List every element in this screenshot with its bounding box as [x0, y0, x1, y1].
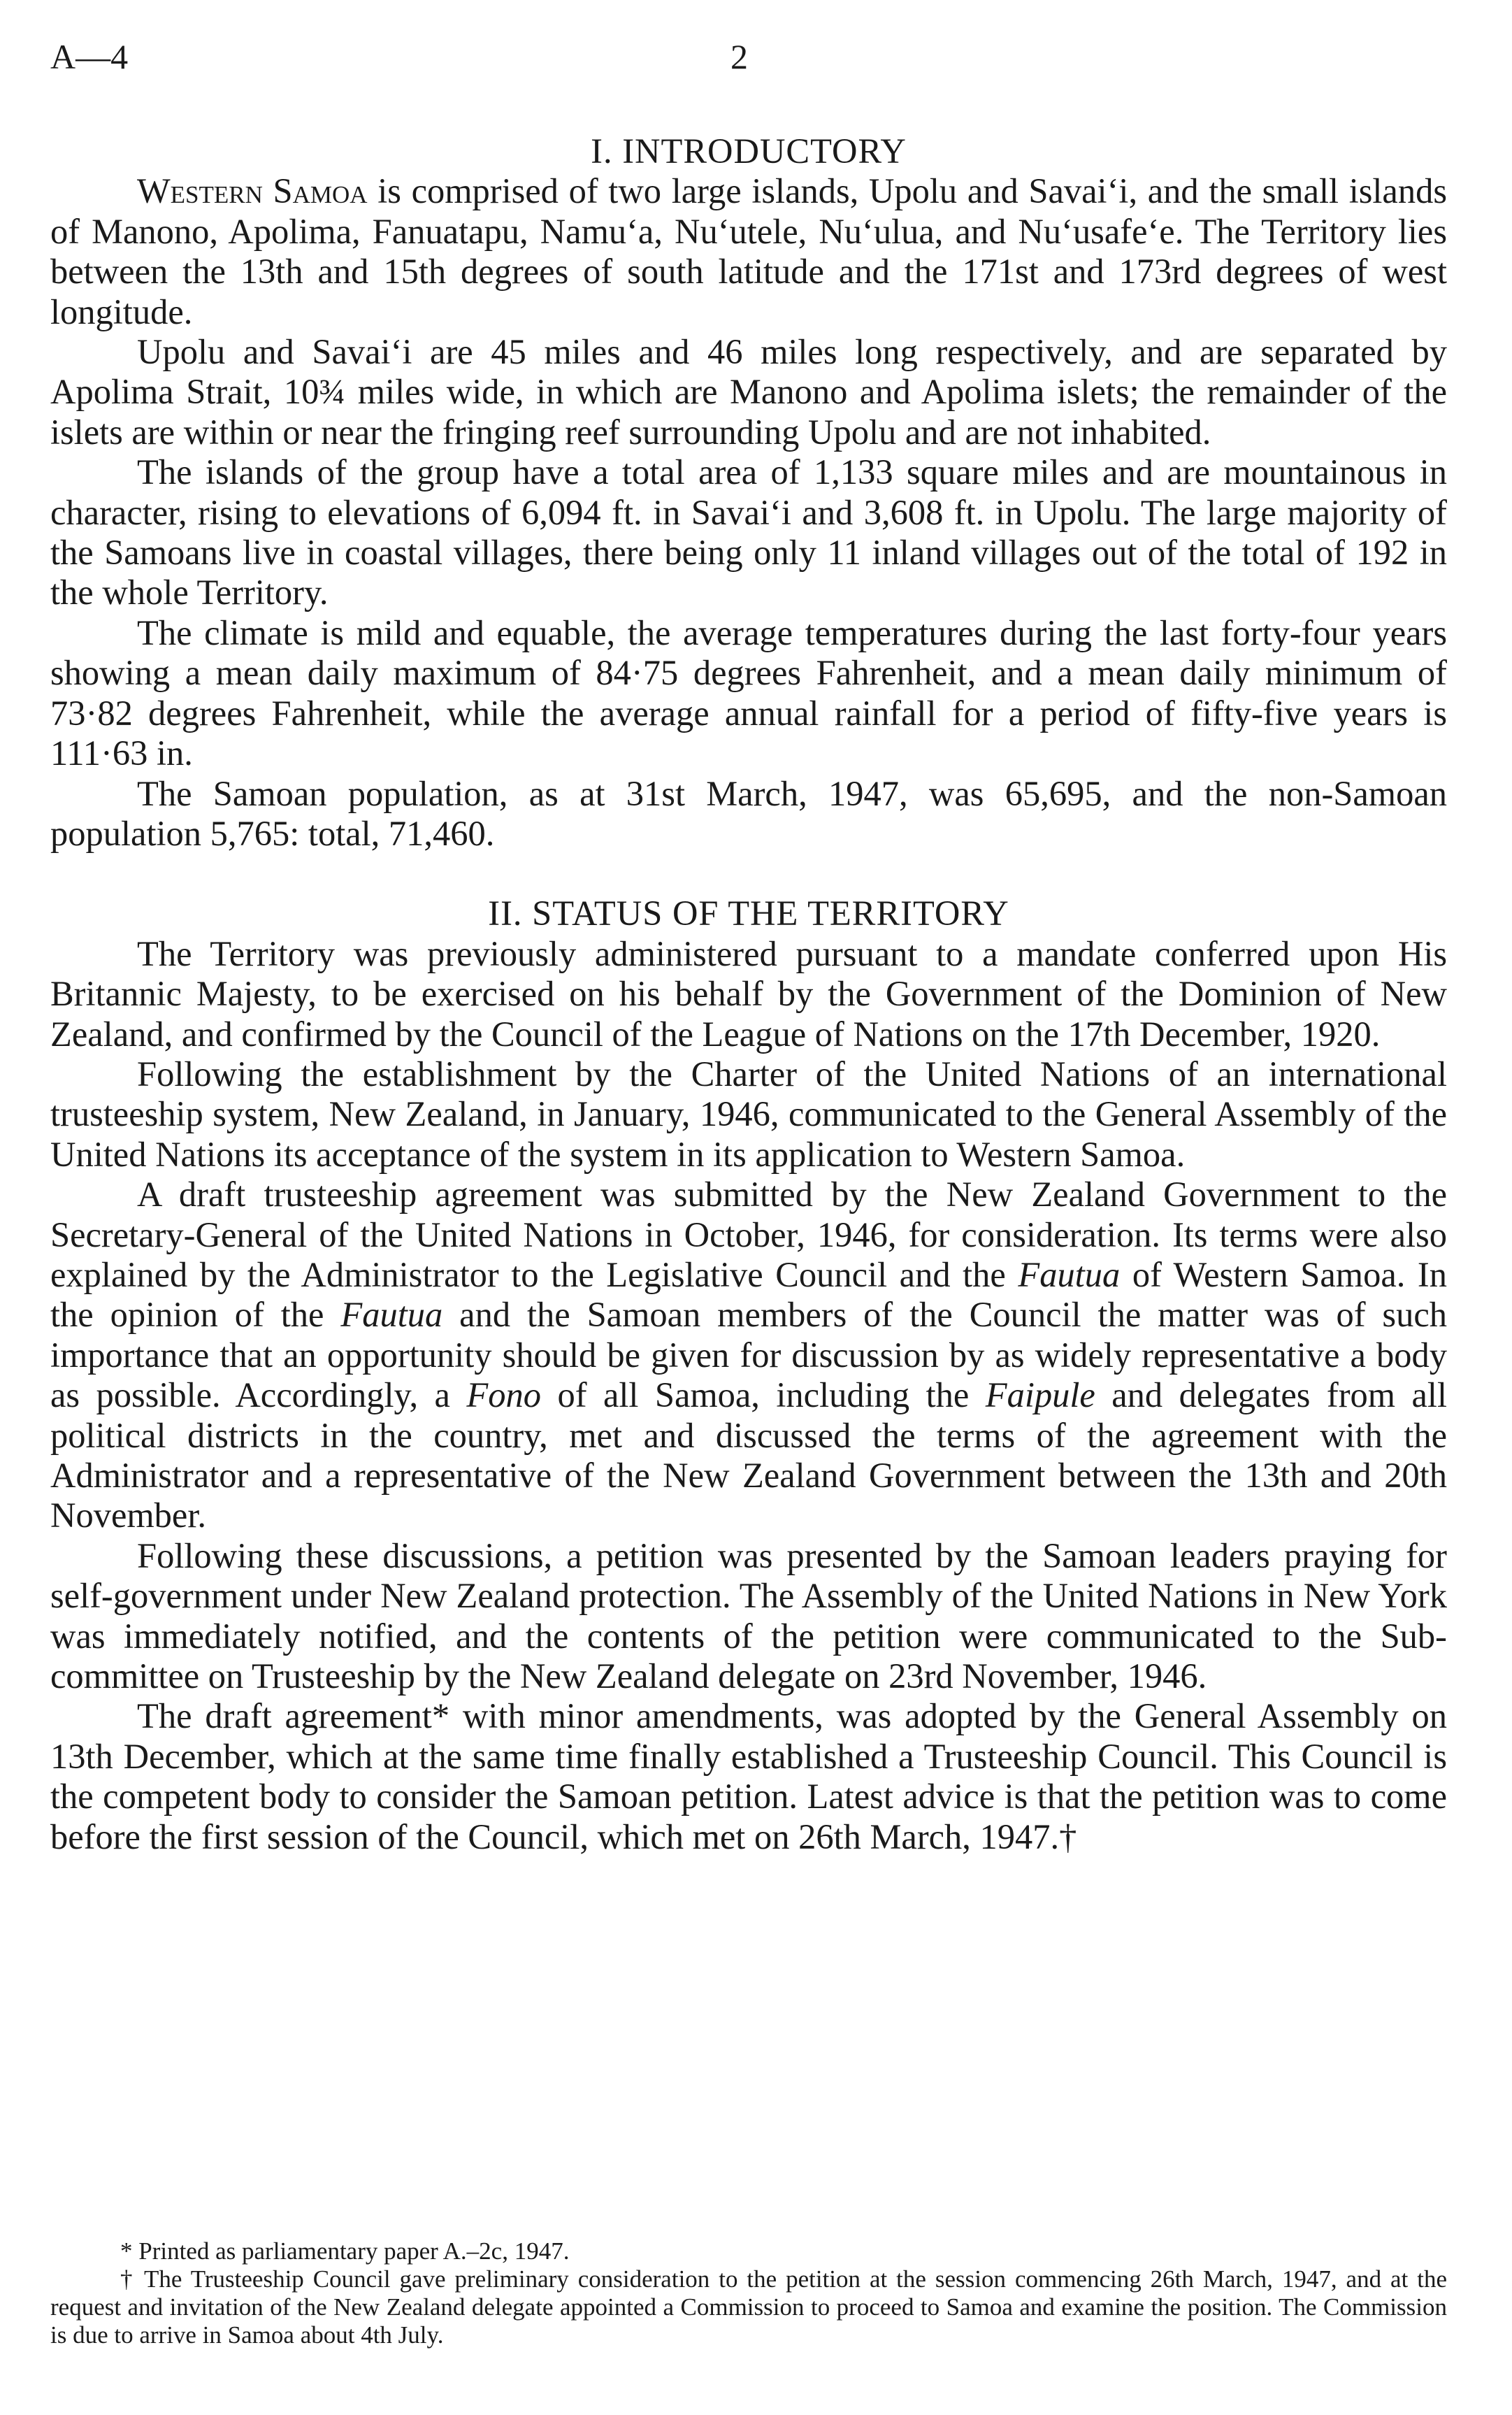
paragraph: The Samoan population, as at 31st March, 1947, was 65,695, and the non-Samoan population 5,765: total, 71,460.: [50, 773, 1447, 853]
italic-term: Faipule: [985, 1375, 1095, 1415]
paragraph: Upolu and Savai‘i are 45 miles and 46 miles long respectively, and are separated by Apolima Strait, 10¾ miles wide, in which are Manono and Apolima islets; the remainder of the islets are within or near the fringing reef surrounding Upolu and are not inhabited.: [50, 332, 1447, 452]
paragraph: The climate is mild and equable, the average temperatures during the last forty-four years showing a mean daily maximum of 84·75 degrees Fahrenheit, and a mean daily minimum of 73·82 degrees Fahrenheit, while the average annual rainfall for a period of fifty-five years is 111·63 in.: [50, 612, 1447, 773]
page-reference: A—4: [50, 37, 129, 76]
section-heading-status: II. STATUS OF THE TERRITORY: [488, 894, 1009, 933]
italic-term: Fautua: [340, 1295, 443, 1335]
italic-term: Fautua: [1018, 1254, 1121, 1294]
section-heading-introductory: I. INTRODUCTORY: [591, 131, 907, 171]
paragraph: The Territory was previously administered pursuant to a mandate conferred upon His Britannic Majesty, to be exercised on his behalf by the Government of the Dominion of New Zealand, and confirmed by the Council of the League of Nations on the 17th December, 1920.: [50, 933, 1447, 1054]
paragraph: The islands of the group have a total area of 1,133 square miles and are mountainous in character, rising to elevations of 6,094 ft. in Savai‘i and 3,608 ft. in Upolu. The large majority of the Samoans live in coastal villages, there being only 11 inland villages out of the total of 192 in the whole Territory.: [50, 452, 1447, 612]
footnote: * Printed as parliamentary paper A.–2c, 1947.: [120, 2237, 570, 2265]
paragraph: Following these discussions, a petition was presented by the Samoan leaders praying for self-government under New Zealand protection. The Assembly of the United Nations in New York was immediately notified, and the contents of the petition were communicated to the Sub-committee on Trusteeship by the New Zealand delegate on 23rd November, 1946.: [50, 1535, 1447, 1696]
lead-small-caps: Western Samoa: [137, 171, 368, 211]
paragraph: Western Samoa is comprised of two large islands, Upolu and Savai‘i, and the small islands of Manono, Apolima, Fanuatapu, Namu‘a, Nu‘utele, Nu‘ulua, and Nu‘usafe‘e. The Territory lies between the 13th and 15th degrees of south latitude and the 171st and 173rd degrees of west longitude.: [50, 171, 1447, 331]
italic-term: Fono: [466, 1375, 541, 1415]
footnote: † The Trusteeship Council gave preliminary consideration to the petition at the session commencing 26th March, 1947, and at the request and invitation of the New Zealand delegate appointed a Commission to proceed to Samoa and examine the position. The Commission is due to arrive in Samoa about 4th July.: [50, 2265, 1447, 2349]
paragraph: A draft trusteeship agreement was submitted by the New Zealand Government to the Secretary-General of the United Nations in October, 1946, for consideration. Its terms were also explained by the Administrator to the Legislative Council and the Fautua of Western Samoa. In the opinion of the Fautua and the Samoan members of the Council the matter was of such importance that an opportunity should be given for discussion by as widely representative a body as possible. Accordingly, a Fono of all Samoa, including the Faipule and delegates from all political districts in the country, met and discussed the terms of the agreement with the Administrator and a representative of the New Zealand Government between the 13th and 20th November.: [50, 1175, 1447, 1535]
page-number: 2: [730, 37, 748, 76]
paragraph: Following the establishment by the Charter of the United Nations of an international trusteeship system, New Zealand, in January, 1946, communicated to the General Assembly of the United Nations its acceptance of the system in its application to Western Samoa.: [50, 1054, 1447, 1174]
document-body: [50, 131, 1447, 1857]
paragraph: The draft agreement* with minor amendments, was adopted by the General Assembly on 13th December, which at the same time finally established a Trusteeship Council. This Council is the competent body to consider the Samoan petition. Latest advice is that the petition was to come before the first session of the Council, which met on 26th March, 1947.†: [50, 1696, 1447, 1856]
footnotes: [50, 2237, 1447, 2349]
